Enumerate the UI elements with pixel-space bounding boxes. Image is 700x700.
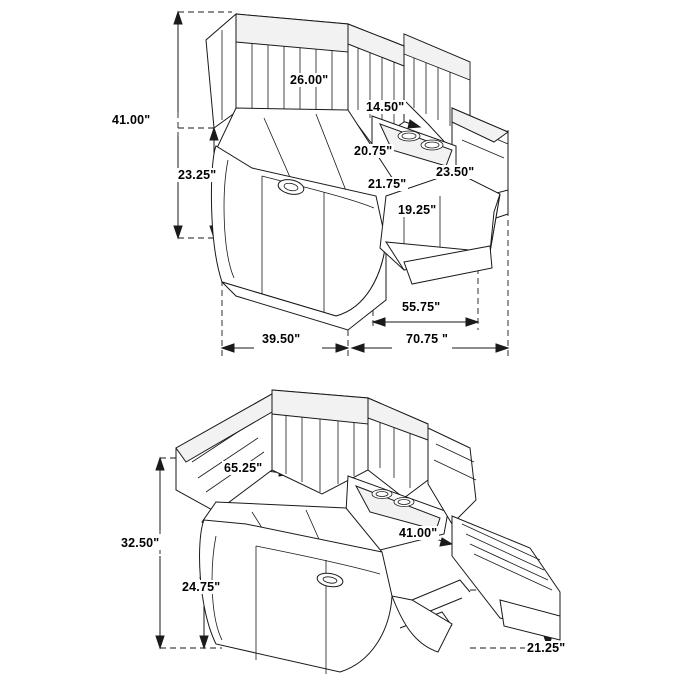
dimension-label-width-right: 70.75 " — [406, 332, 449, 346]
dimension-label-reclined-height: 32.50" — [121, 536, 160, 550]
dimension-label-reclined-seat-length: 41.00" — [399, 526, 438, 540]
dimension-label-console-width: 14.50" — [366, 100, 405, 114]
dimension-label-seat-height: 19.25" — [398, 203, 437, 217]
dimension-label-reclined-length: 65.25" — [224, 461, 263, 475]
recliner-reclined-illustration — [176, 390, 560, 674]
dimension-label-seat-width: 21.75" — [368, 177, 407, 191]
dimension-label-depth-open: 55.75" — [402, 300, 441, 314]
dimension-label-seat-back-width: 26.00" — [290, 73, 329, 87]
dimension-label-back-height: 23.25" — [178, 168, 217, 182]
dimension-label-arm-height: 23.50" — [436, 165, 475, 179]
dimension-label-reclined-arm-height: 24.75" — [182, 580, 221, 594]
dimension-label-seat-depth: 20.75" — [354, 144, 393, 158]
dimension-label-width-left: 39.50" — [262, 332, 301, 346]
dimension-label-height-overall: 41.00" — [112, 113, 151, 127]
dimension-label-footrest-height: 21.25" — [527, 641, 566, 655]
